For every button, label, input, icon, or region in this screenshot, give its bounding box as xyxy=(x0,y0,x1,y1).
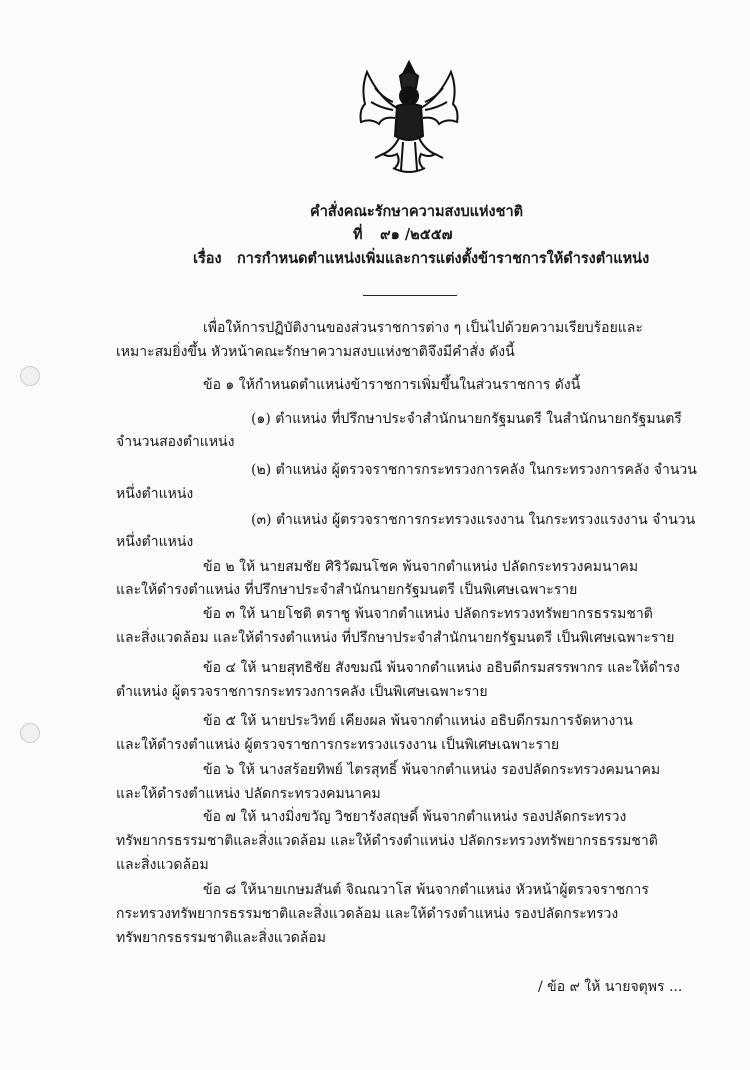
clause-1-item-3-cont: หนึ่งตำแหน่ง xyxy=(116,534,194,550)
punch-hole xyxy=(20,723,40,743)
clause-1-item-3: (๓) ตำแหน่ง ผู้ตรวจราชการกระทรวงแรงงาน ในกระทรวงแรงงาน จำนวน xyxy=(251,512,696,528)
order-number-label: ที่ xyxy=(353,226,363,243)
clause-6-line-2: และให้ดำรงตำแหน่ง ปลัดกระทรวงคมนาคม xyxy=(116,786,381,802)
clause-1-heading: ข้อ ๑ ให้กำหนดตำแหน่งข้าราชการเพิ่มขึ้นในส่วนราชการ ดังนี้ xyxy=(203,377,581,393)
intro-line-2: เหมาะสมยิ่งขึ้น หัวหน้าคณะรักษาความสงบแห่งชาติจึงมีคำสั่ง ดังนี้ xyxy=(116,344,515,360)
punch-hole xyxy=(20,366,40,386)
clause-6-line-1: ข้อ ๖ ให้ นางสร้อยทิพย์ ไตรสุทธิ์ พ้นจากตำแหน่ง รองปลัดกระทรวงคมนาคม xyxy=(203,762,661,778)
intro-line-1: เพื่อให้การปฏิบัติงานของส่วนราชการต่าง ๆ เป็นไปด้วยความเรียบร้อยและ xyxy=(203,320,643,336)
subject-text: การกำหนดตำแหน่งเพิ่มและการแต่งตั้งข้าราชการให้ดำรงตำแหน่ง xyxy=(237,250,650,267)
continuation-note: / ข้อ ๙ ให้ นายจตุพร ... xyxy=(538,979,683,995)
clause-1-item-2-cont: หนึ่งตำแหน่ง xyxy=(116,486,194,502)
subject-label: เรื่อง xyxy=(193,250,222,267)
clause-1-item-1: (๑) ตำแหน่ง ที่ปรึกษาประจำสำนักนายกรัฐมนตรี ในสำนักนายกรัฐมนตรี xyxy=(251,411,682,427)
clause-5-line-1: ข้อ ๕ ให้ นายประวิทย์ เคียงผล พ้นจากตำแหน่ง อธิบดีกรมการจัดหางาน xyxy=(203,713,633,729)
clause-4-line-2: ตำแหน่ง ผู้ตรวจราชการกระทรวงการคลัง เป็นพิเศษเฉพาะราย xyxy=(116,684,488,700)
clause-5-line-2: และให้ดำรงตำแหน่ง ผู้ตรวจราชการกระทรวงแรงงาน เป็นพิเศษเฉพาะราย xyxy=(116,737,560,753)
clause-4-line-1: ข้อ ๔ ให้ นายสุทธิชัย สังขมณี พ้นจากตำแหน่ง อธิบดีกรมสรรพากร และให้ดำรง xyxy=(203,660,680,676)
clause-8-line-1: ข้อ ๘ ให้นายเกษมสันต์ จิณณวาโส พ้นจากตำแหน่ง หัวหน้าผู้ตรวจราชการ xyxy=(203,882,649,898)
divider-line xyxy=(363,295,457,296)
order-number-value: ๙๑ /๒๕๕๗ xyxy=(380,226,453,243)
clause-1-item-2: (๒) ตำแหน่ง ผู้ตรวจราชการกระทรวงการคลัง ในกระทรวงการคลัง จำนวน xyxy=(251,462,697,478)
order-title: คำสั่งคณะรักษาความสงบแห่งชาติ xyxy=(310,203,524,220)
clause-1-item-1-cont: จำนวนสองตำแหน่ง xyxy=(116,434,235,450)
clause-7-line-1: ข้อ ๗ ให้ นางมิ่งขวัญ วิชยารังสฤษดิ์ พ้นจากตำแหน่ง รองปลัดกระทรวง xyxy=(203,809,627,825)
clause-3-line-2: และสิ่งแวดล้อม และให้ดำรงตำแหน่ง ที่ปรึกษาประจำสำนักนายกรัฐมนตรี เป็นพิเศษเฉพาะราย xyxy=(116,630,675,646)
garuda-emblem-icon xyxy=(353,58,465,180)
clause-2-line-1: ข้อ ๒ ให้ นายสมชัย ศิริวัฒนโชค พ้นจากตำแหน่ง ปลัดกระทรวงคมนาคม xyxy=(203,559,639,575)
clause-7-line-3: และสิ่งแวดล้อม xyxy=(116,857,209,873)
clause-2-line-2: และให้ดำรงตำแหน่ง ที่ปรึกษาประจำสำนักนายกรัฐมนตรี เป็นพิเศษเฉพาะราย xyxy=(116,582,578,598)
clause-3-line-1: ข้อ ๓ ให้ นายโชติ ตราชู พ้นจากตำแหน่ง ปลัดกระทรวงทรัพยากรธรรมชาติ xyxy=(203,606,653,622)
clause-8-line-3: ทรัพยากรธรรมชาติและสิ่งแวดล้อม xyxy=(116,930,326,946)
clause-8-line-2: กระทรวงทรัพยากรธรรมชาติและสิ่งแวดล้อม และให้ดำรงตำแหน่ง รองปลัดกระทรวง xyxy=(116,906,619,922)
clause-7-line-2: ทรัพยากรธรรมชาติและสิ่งแวดล้อม และให้ดำรงตำแหน่ง ปลัดกระทรวงทรัพยากรธรรมชาติ xyxy=(116,833,658,849)
